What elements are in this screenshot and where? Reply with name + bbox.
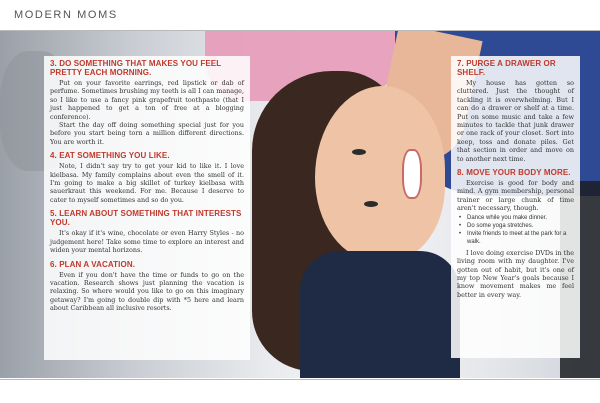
section-heading: 7. PURGE A DRAWER OR SHELF. [457, 59, 556, 77]
section-heading: 4. EAT SOMETHING YOU LIKE. [50, 151, 170, 161]
left-text-panel [44, 56, 250, 360]
section-paragraph: My house has gotten so cluttered. Just the thought of tackling it is overwhelming. But I can do a drawer or shelf at a time. Put on some music and take a few minutes to tackle that junk drawer or one rack of your closet. Sort into keep, toss and donate piles. Get that section in order and move on to another next time. [457, 79, 574, 163]
list-item: • Invite friends to meet at the park for a walk. [467, 230, 574, 246]
magazine-title: MODERN MOMS [14, 9, 118, 21]
section-paragraph: Even if you don't have the time or funds to go on the vacation. Research shows just planning the vacation is relaxing. So where would you like to go on this imaginary getaway? I'm going to double dip with *5 here and learn about Caribbean all inclusive resorts. [50, 270, 244, 313]
photo-eye-left [352, 149, 366, 155]
photo-eye-right [364, 201, 378, 207]
photo-face [315, 86, 445, 261]
section-paragraph: Exercise is good for body and mind. A gym membership, personal trainer or large chunk of time aren't necessary, though. [457, 179, 574, 213]
section-heading: 3. DO SOMETHING THAT MAKES YOU FEEL PRETTY EACH MORNING. [50, 59, 222, 77]
section-paragraph: Start the day off doing something special just for you before you start being torn a million different directions. You are worth it. [50, 121, 244, 146]
section-paragraph: Put on your favorite earrings, red lipstick or dab of perfume. Sometimes brushing my teeth is all I can manage, so I like to use a fancy pink grapefruit toothpaste (that I just happened to get a ton of free at a blogging conference). [50, 79, 244, 121]
section-paragraph: I love doing exercise DVDs in the living room with my daughter. I've gotten out of habit, but it's one of my top New Year's goals because I know movement makes me feel better in every way. [457, 248, 574, 299]
section-paragraph: It's okay if it's wine, chocolate or even Harry Styles - no judgement here! Take some time to explore an interest and widen your mental horizons. [50, 229, 244, 255]
section-heading: 5. LEARN ABOUT SOMETHING THAT INTERESTS YOU. [50, 209, 242, 228]
photo-smile [402, 149, 422, 199]
list-item: • Do some yoga stretches. [467, 222, 574, 230]
page-footer [0, 380, 600, 403]
section-paragraph: Note, I didn't say try to get your kid to like it. I love kielbasa. My family complains about even the smell of it. I'm going to make a big skillet of turkey kielbasa with sauerkraut this weekend. For me. Because I deserve to cater to myself sometimes and so do you. [50, 162, 244, 204]
right-text-panel [451, 56, 580, 358]
section-heading: 6. PLAN A VACATION. [50, 259, 136, 269]
page-header [0, 0, 600, 31]
list-item: • Dance while you make dinner. [467, 214, 574, 222]
section-heading: 8. MOVE YOUR BODY MORE. [457, 168, 571, 178]
photo-body [300, 251, 460, 378]
bullet-list [457, 214, 574, 246]
